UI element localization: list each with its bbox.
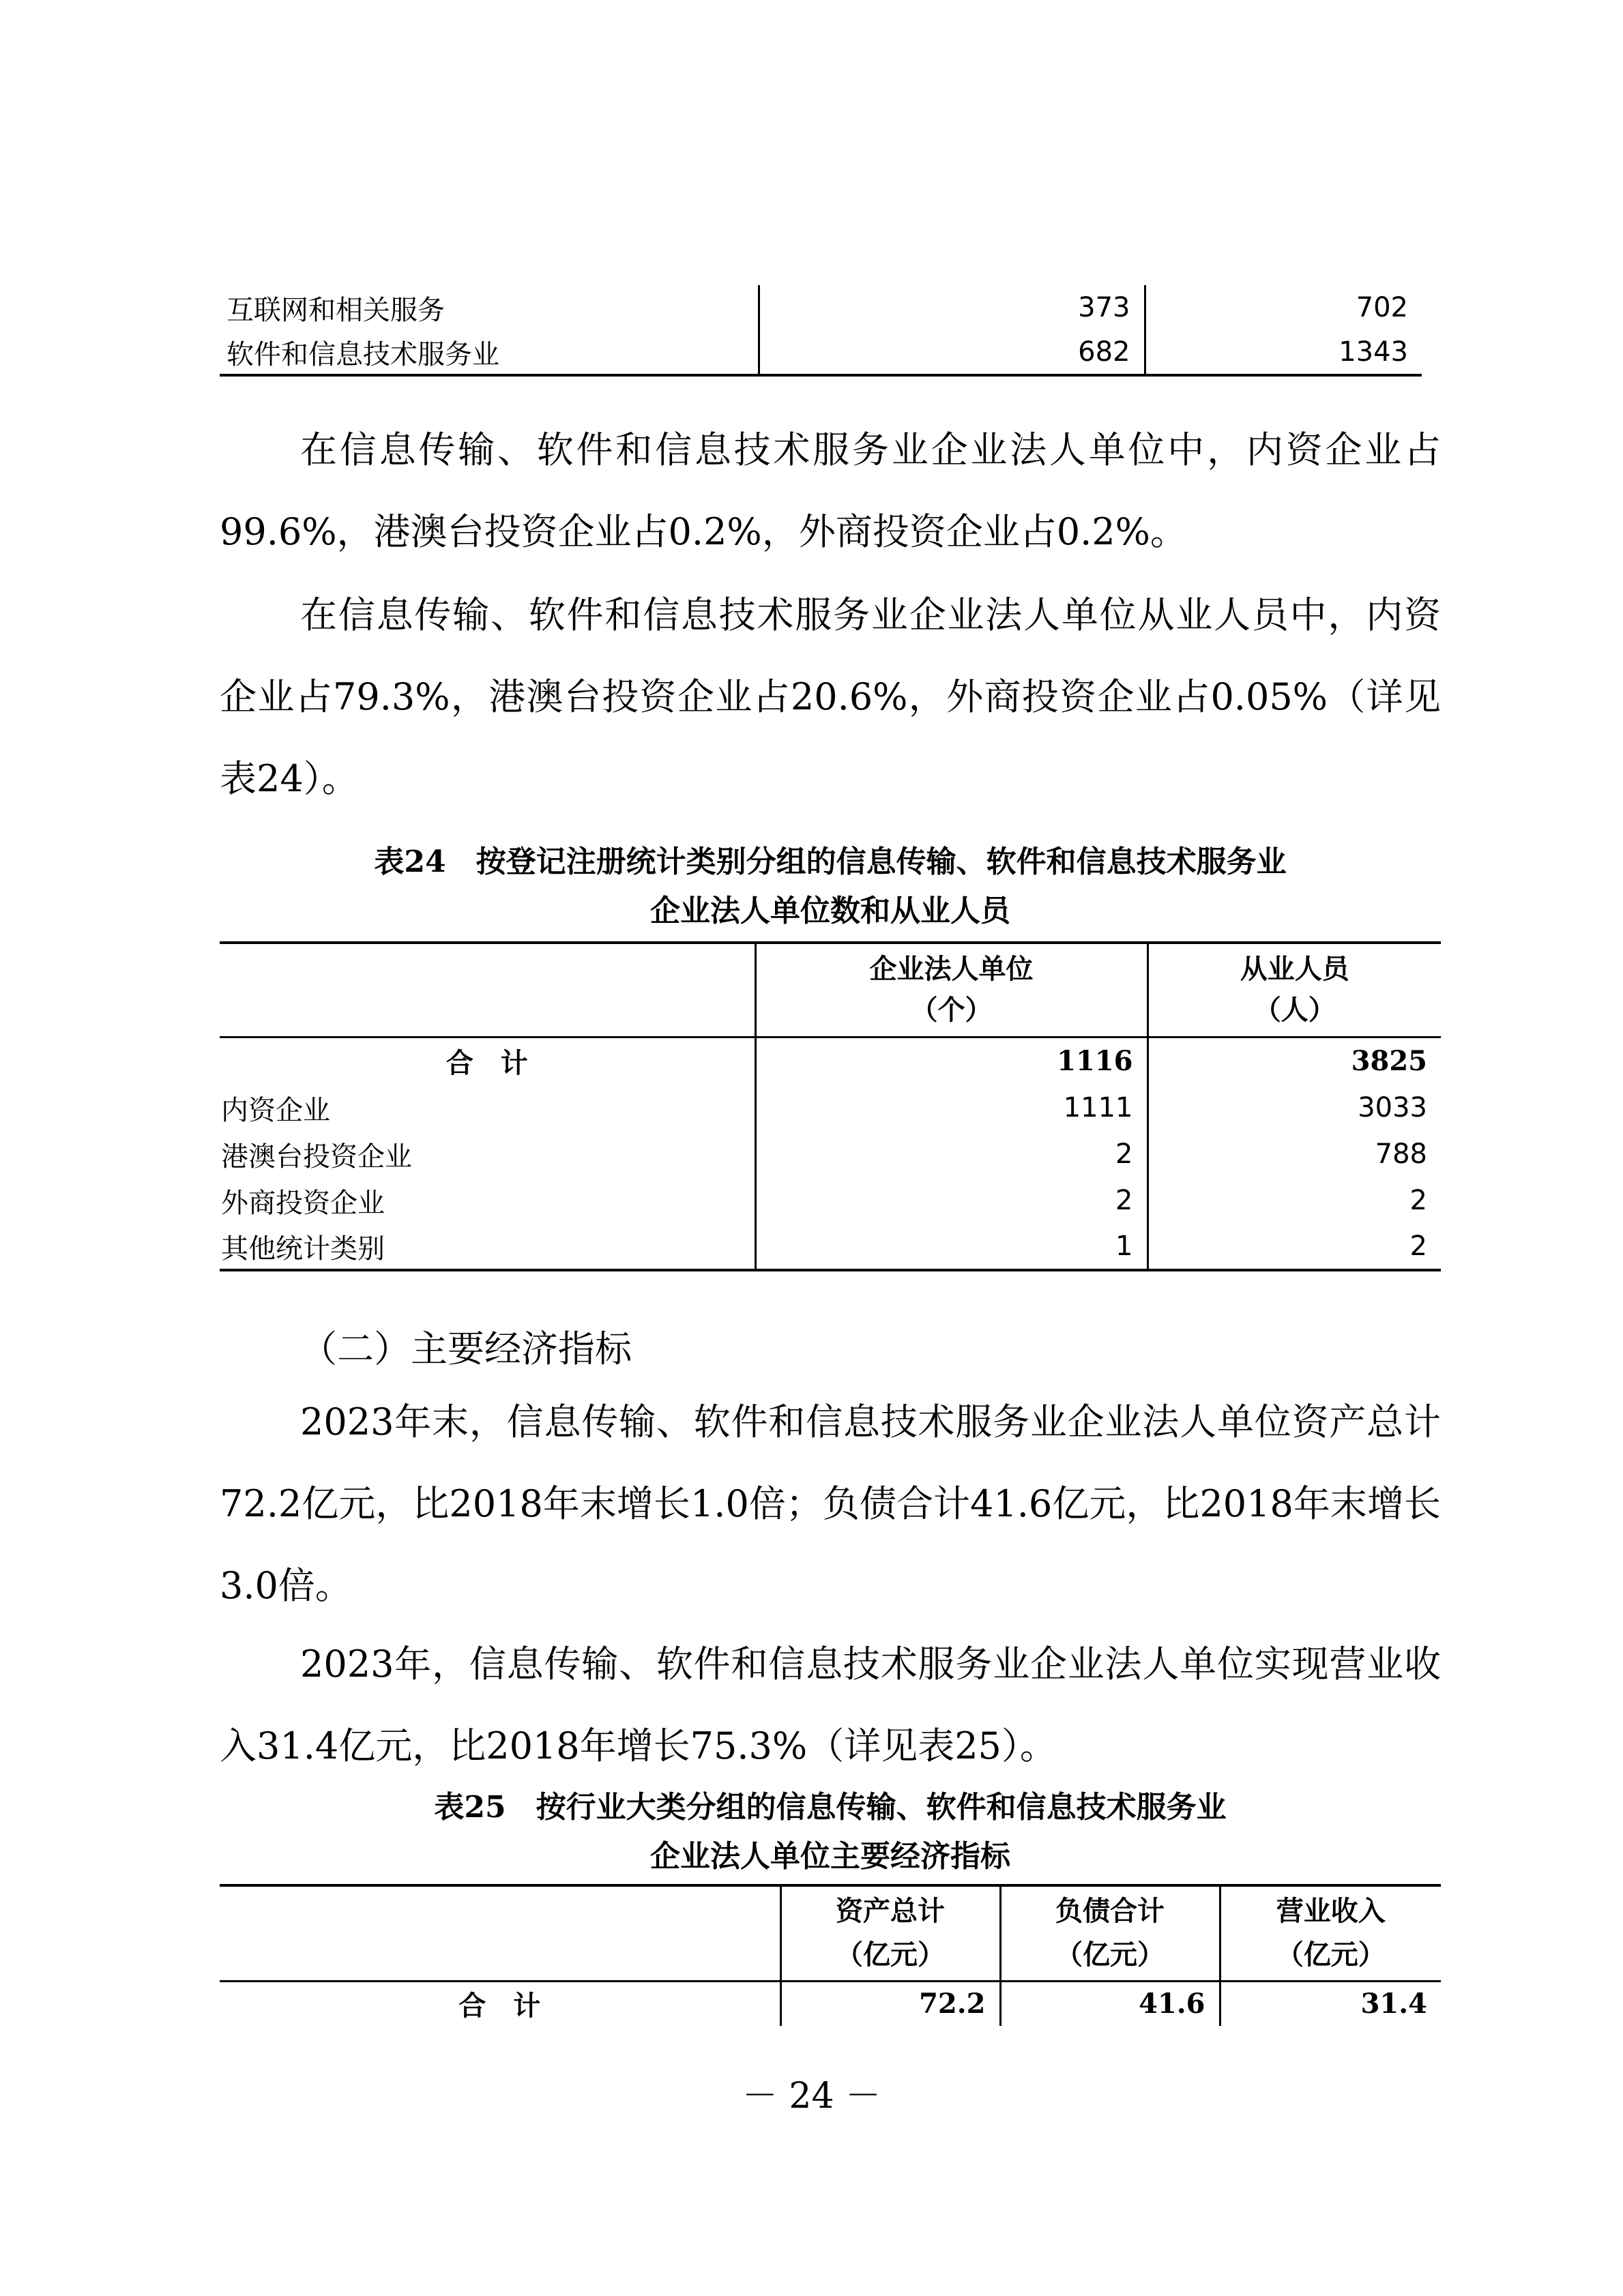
total-label: 合 计 (220, 1037, 755, 1085)
header-employees-title: 从业人员 (1240, 953, 1349, 986)
cell-units: 682 (759, 330, 1145, 375)
table25-caption-line2: 企业法人单位主要经济指标 (650, 1839, 1010, 1874)
row-label: 软件和信息技术服务业 (220, 330, 759, 375)
header-assets (780, 1885, 1000, 1981)
section-heading: （二）主要经济指标 (300, 1327, 632, 1370)
table-continued (220, 285, 1422, 377)
table-row (220, 330, 1422, 375)
total-liabilities: 41.6 (1000, 1981, 1220, 2026)
header-liabilities-unit: （亿元） (1055, 1939, 1165, 1971)
header-employees-unit: （人） (1253, 994, 1336, 1027)
table-total-row (220, 1037, 1441, 1085)
table-row (220, 1177, 1441, 1224)
header-units-unit: （个） (910, 994, 993, 1027)
table-row (220, 1131, 1441, 1177)
header-assets-unit: （亿元） (836, 1939, 945, 1971)
header-assets-title: 资产总计 (836, 1895, 945, 1928)
total-revenue: 31.4 (1360, 1988, 1427, 2020)
paragraph-4: 2023年，信息传输、软件和信息技术服务业企业法人单位实现营业收入31.4亿元，比2018年增长75.3%（详见表25）。 (220, 1643, 1441, 1767)
cell-employees: 1343 (1339, 336, 1408, 368)
cell-employees: 2 (1409, 1185, 1427, 1216)
table24-caption-line1: 表24 按登记注册统计类别分组的信息传输、软件和信息技术服务业 (374, 844, 1287, 879)
total-units: 1116 (755, 1037, 1147, 1085)
cell-units: 373 (759, 285, 1145, 330)
cell-units: 1111 (755, 1085, 1147, 1131)
paragraph-3: 2023年末，信息传输、软件和信息技术服务业企业法人单位资产总计72.2亿元，比2018年末增长1.0倍；负债合计41.6亿元，比2018年末增长3.0倍。 (220, 1400, 1441, 1607)
header-revenue-unit: （亿元） (1276, 1939, 1386, 1971)
cell-units: 2 (755, 1131, 1147, 1177)
table-header-row (220, 1885, 1441, 1981)
paragraph-2: 在信息传输、软件和信息技术服务业企业法人单位从业人员中，内资企业占79.3%，港澳台投资企业占20.6%，外商投资企业占0.05%（详见表24）。 (220, 593, 1441, 800)
table-header-row (220, 943, 1441, 1037)
header-revenue (1220, 1885, 1441, 1981)
row-label: 互联网和相关服务 (220, 285, 759, 330)
page-number: － 24 － (742, 2076, 881, 2117)
table-total-row (220, 1981, 1441, 2026)
cell-units: 1 (755, 1224, 1147, 1270)
header-units-title: 企业法人单位 (869, 953, 1034, 986)
header-empty-cell (220, 943, 755, 1037)
total-assets: 72.2 (780, 1981, 1000, 2026)
total-employees: 3825 (1351, 1045, 1427, 1078)
cell-units: 2 (755, 1177, 1147, 1224)
row-label: 内资企业 (220, 1085, 755, 1131)
header-units (755, 943, 1147, 1037)
table-row (220, 285, 1422, 330)
table-row (220, 1224, 1441, 1270)
table24 (220, 941, 1441, 1271)
table25-caption-line1: 表25 按行业大类分组的信息传输、软件和信息技术服务业 (434, 1790, 1227, 1825)
header-revenue-title: 营业收入 (1276, 1895, 1386, 1928)
row-label: 外商投资企业 (220, 1177, 755, 1224)
row-label: 其他统计类别 (220, 1224, 755, 1270)
header-empty-cell (220, 1885, 780, 1981)
header-liabilities (1000, 1885, 1220, 1981)
cell-employees: 788 (1375, 1138, 1427, 1170)
header-liabilities-title: 负债合计 (1055, 1895, 1165, 1928)
cell-employees: 3033 (1358, 1092, 1427, 1123)
cell-employees: 2 (1409, 1231, 1427, 1262)
row-label: 港澳台投资企业 (220, 1131, 755, 1177)
header-employees (1147, 943, 1441, 1037)
total-label: 合 计 (220, 1981, 780, 2026)
table-row (220, 1085, 1441, 1131)
cell-employees: 702 (1356, 292, 1408, 323)
table24-caption-line2: 企业法人单位数和从业人员 (650, 894, 1010, 928)
paragraph-1: 在信息传输、软件和信息技术服务业企业法人单位中，内资企业占99.6%，港澳台投资企业占0.2%，外商投资企业占0.2%。 (220, 428, 1441, 553)
table25 (220, 1884, 1441, 2026)
